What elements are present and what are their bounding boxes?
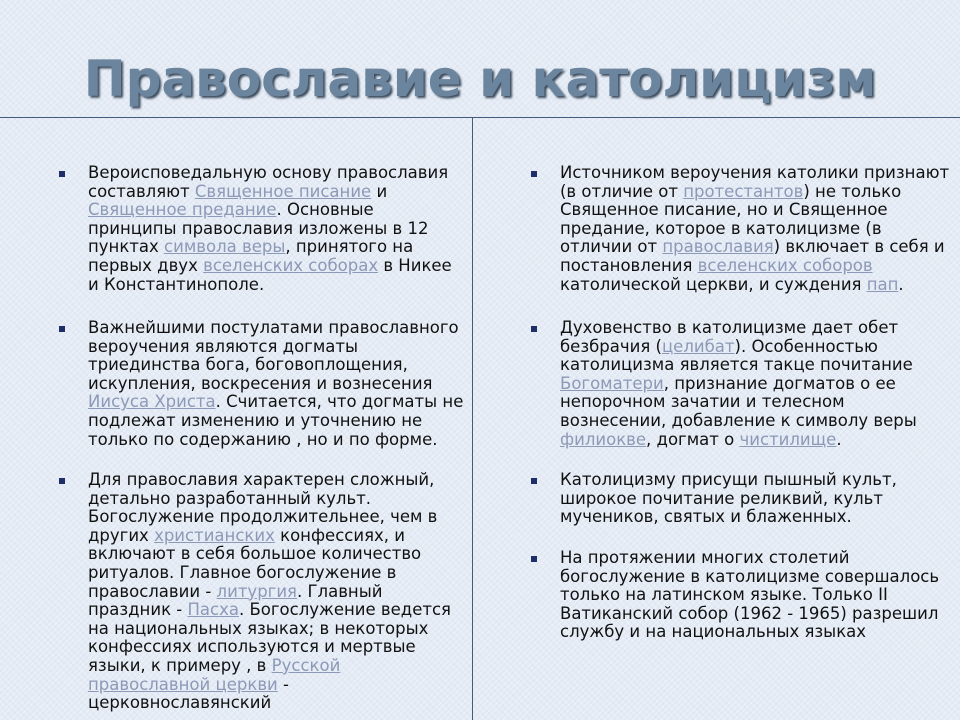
link-holy-scripture[interactable]: Священное писание [194,181,372,201]
bullet-icon [59,171,65,177]
bullet-icon [531,326,537,332]
orthodoxy-item-2 [88,319,464,449]
link-celibacy[interactable]: целибат [661,336,735,356]
link-ecumenical-councils[interactable]: вселенских соборах [203,255,379,275]
link-protestants[interactable]: протестантов [683,181,804,201]
catholicism-item-2 [560,319,953,449]
catholicism-item-1 [560,164,953,294]
item-text: На протяжении многих столетий богослужение в католицизме совершалось только на латинском языке. Только II Ватиканский собор (1962 - 1965) разрешил службу и на национальных языках [560,548,940,642]
link-filioque[interactable]: филиокве [560,429,647,449]
link-jesus-christ[interactable]: Иисуса Христа [88,392,216,412]
item-text: Католицизму присущи пышный культ, широкое почитание реликвий, культ мучеников, святых и блаженных. [560,470,897,527]
title-divider [0,117,960,118]
link-purgatory[interactable]: чистилище [739,429,837,449]
column-divider [472,117,473,720]
link-creed[interactable]: символа веры [164,237,286,257]
link-orthodoxy[interactable]: православия [662,237,774,257]
slide-title: Православие и католицизм [83,50,877,108]
catholicism-item-4 [560,549,953,642]
link-liturgy[interactable]: литургия [216,581,297,601]
link-theotokos[interactable]: Богоматери [560,373,664,393]
item-text: Вероисповедальную основу православия составляют Священное писание и Священное предание. Основные принципы православия изложены в 12 пунктах символа веры, принятого на первых двух вселенских соборах в Никее и Константинополе. [88,163,452,294]
catholicism-item-3 [560,471,953,527]
orthodoxy-item-1 [88,164,464,294]
item-text: Для православия характерен сложный, детально разработанный культ. Богослужение продолжительнее, чем в других христианских конфессиях, и включают в себя большое количество ритуалов. Главное богослужение в православии - литургия. Главный праздник - Пасха. Богослужение ведется на национальных языках; в некоторых конфессиях используются и мертвые языки, к примеру , в Русской православной церкви - церковнославянский [88,470,451,713]
bullet-icon [531,171,537,177]
bullet-icon [531,478,537,484]
link-holy-tradition[interactable]: Священное предание [88,200,277,220]
item-text: Духовенство в католицизме дает обет безбрачия (целибат). Особенностью католицизма является такце почитание Богоматери, признание догматов о ее непорочном зачатии и телесном вознесении, добавление к символу веры филиокве, догмат о чистилище. [560,318,917,449]
link-popes[interactable]: пап [866,274,899,294]
orthodoxy-item-3 [88,471,464,713]
link-ecumenical-councils[interactable]: вселенских соборов [697,255,873,275]
link-russian-orthodox-church[interactable]: Русской православной церкви [88,655,341,694]
bullet-icon [59,478,65,484]
bullet-icon [59,326,65,332]
bullet-icon [531,556,537,562]
item-text: Источником вероучения католики признают (в отличие от протестантов) не только Священное писание, но и Священное предание, которое в католицизме (в отличии от православия) включает в себя и постановления вселенских соборов католической церкви, и суждения пап. [560,163,950,294]
item-text: Важнейшими постулатами православного вероучения являются догматы триединства бога, боговоплощения, искупления, воскресения и вознесения Иисуса Христа. Считается, что догматы не подлежат изменению и уточнению не только по содержанию , но и по форме. [88,318,464,449]
link-christian[interactable]: христианских [154,525,275,545]
link-easter[interactable]: Пасха [187,600,239,620]
